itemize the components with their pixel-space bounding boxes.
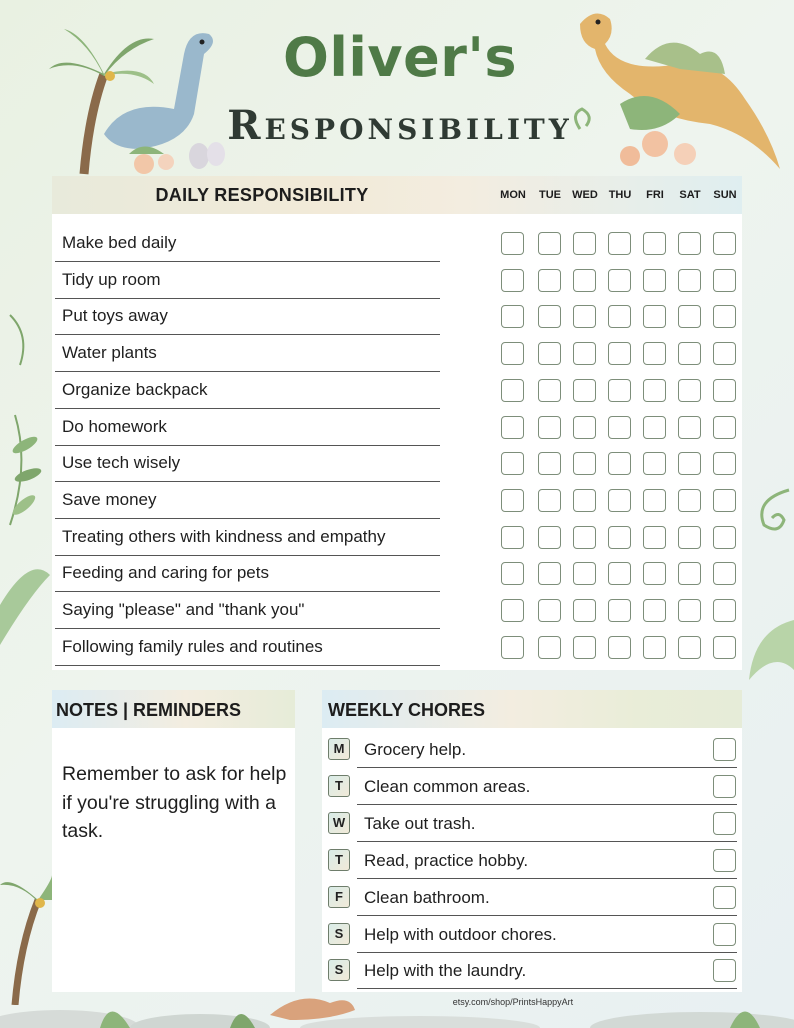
chore-label: Clean bathroom. xyxy=(364,887,490,907)
weekly-chores-header xyxy=(322,690,742,728)
chore-checkbox[interactable] xyxy=(713,849,736,872)
chore-checkbox[interactable] xyxy=(713,738,736,761)
checkbox-thu[interactable] xyxy=(608,416,631,439)
chore-label: Clean common areas. xyxy=(364,776,531,796)
checkbox-fri[interactable] xyxy=(643,489,666,512)
task-row xyxy=(55,225,440,262)
chore-day-badge: W xyxy=(328,812,350,834)
task-row xyxy=(55,519,440,556)
checkbox-thu[interactable] xyxy=(608,636,631,659)
notes-reminder-text: Remember to ask for help if you're struggling with a task. xyxy=(62,763,287,842)
checkbox-thu[interactable] xyxy=(608,379,631,402)
checkbox-tue[interactable] xyxy=(538,636,561,659)
checkbox-fri[interactable] xyxy=(643,636,666,659)
checkbox-tue[interactable] xyxy=(538,452,561,475)
task-row xyxy=(55,335,440,372)
checkbox-sat[interactable] xyxy=(678,452,701,475)
day-label-sun: SUN xyxy=(713,189,737,201)
checkbox-wed[interactable] xyxy=(573,269,596,292)
checkbox-mon[interactable] xyxy=(501,305,524,328)
checkbox-tue[interactable] xyxy=(538,416,561,439)
checkbox-fri[interactable] xyxy=(643,416,666,439)
checkbox-tue[interactable] xyxy=(538,269,561,292)
task-row xyxy=(55,298,440,335)
day-label-sat: SAT xyxy=(679,189,701,201)
checkbox-thu[interactable] xyxy=(608,342,631,365)
chore-row xyxy=(357,952,737,989)
checkbox-thu[interactable] xyxy=(608,599,631,622)
chore-day-badge: S xyxy=(328,923,350,945)
checkbox-wed[interactable] xyxy=(573,489,596,512)
checkbox-mon[interactable] xyxy=(501,562,524,585)
checkbox-fri[interactable] xyxy=(643,599,666,622)
day-label-mon: MON xyxy=(500,189,526,201)
chore-checkbox[interactable] xyxy=(713,959,736,982)
checkbox-thu[interactable] xyxy=(608,452,631,475)
day-label-thu: THU xyxy=(608,189,632,201)
task-row xyxy=(55,482,440,519)
task-row xyxy=(55,372,440,409)
checkbox-wed[interactable] xyxy=(573,416,596,439)
chore-row xyxy=(357,842,737,879)
checkbox-tue[interactable] xyxy=(538,599,561,622)
checkbox-wed[interactable] xyxy=(573,526,596,549)
task-label: Do homework xyxy=(62,416,167,436)
day-label-tue: TUE xyxy=(539,189,561,201)
checkbox-sat[interactable] xyxy=(678,636,701,659)
checkbox-wed[interactable] xyxy=(573,452,596,475)
chore-day-badge: T xyxy=(328,849,350,871)
chore-label: Grocery help. xyxy=(364,740,467,759)
checkbox-mon[interactable] xyxy=(501,489,524,512)
task-row xyxy=(55,629,440,666)
chore-day-badge: S xyxy=(328,959,350,981)
checkbox-sun[interactable] xyxy=(713,526,736,549)
checkbox-fri[interactable] xyxy=(643,379,666,402)
task-label: Tidy up room xyxy=(62,269,161,289)
checkbox-sun[interactable] xyxy=(713,489,736,512)
checkbox-sun[interactable] xyxy=(713,599,736,622)
task-row xyxy=(55,262,440,299)
checkbox-tue[interactable] xyxy=(538,232,561,255)
task-row xyxy=(55,592,440,629)
day-label-fri: FRI xyxy=(646,189,664,201)
chore-checkbox[interactable] xyxy=(713,775,736,798)
checkbox-wed[interactable] xyxy=(573,599,596,622)
chore-row xyxy=(357,916,737,953)
page-title: Oliver's xyxy=(282,26,518,89)
checkbox-thu[interactable] xyxy=(608,562,631,585)
chore-label: Take out trash. xyxy=(364,813,476,833)
task-label: Saying "please" and "thank you" xyxy=(62,600,305,619)
checkbox-mon[interactable] xyxy=(501,379,524,402)
checkbox-tue[interactable] xyxy=(538,305,561,328)
checkbox-tue[interactable] xyxy=(538,379,561,402)
checkbox-sat[interactable] xyxy=(678,232,701,255)
checkbox-mon[interactable] xyxy=(501,452,524,475)
checkbox-thu[interactable] xyxy=(608,305,631,328)
task-row xyxy=(55,555,440,592)
checkbox-wed[interactable] xyxy=(573,636,596,659)
chore-row xyxy=(357,879,737,916)
checkbox-fri[interactable] xyxy=(643,342,666,365)
palm-tree-illustration xyxy=(0,855,52,1005)
chore-row xyxy=(357,731,737,768)
checkbox-mon[interactable] xyxy=(501,416,524,439)
checkbox-fri[interactable] xyxy=(643,305,666,328)
chore-label: Help with the laundry. xyxy=(364,961,527,981)
checkbox-sun[interactable] xyxy=(713,562,736,585)
checkbox-thu[interactable] xyxy=(608,232,631,255)
checkbox-tue[interactable] xyxy=(538,489,561,512)
weekly-chores-title: WEEKLY CHORES xyxy=(328,700,486,720)
checkbox-wed[interactable] xyxy=(573,379,596,402)
checkbox-mon[interactable] xyxy=(501,269,524,292)
chore-label: Read, practice hobby. xyxy=(364,850,529,870)
checkbox-thu[interactable] xyxy=(608,269,631,292)
checkbox-sun[interactable] xyxy=(713,269,736,292)
chore-checkbox[interactable] xyxy=(713,923,736,946)
checkbox-mon[interactable] xyxy=(501,599,524,622)
checkbox-tue[interactable] xyxy=(538,526,561,549)
checkbox-thu[interactable] xyxy=(608,489,631,512)
left-fern-illustration xyxy=(0,305,52,675)
chore-checkbox[interactable] xyxy=(713,886,736,909)
task-label: Put toys away xyxy=(62,306,168,326)
checkbox-sun[interactable] xyxy=(713,636,736,659)
checkbox-sun[interactable] xyxy=(713,416,736,439)
checkbox-wed[interactable] xyxy=(573,562,596,585)
chore-day-badge: M xyxy=(328,738,350,760)
chore-checkbox[interactable] xyxy=(713,812,736,835)
right-fern-illustration xyxy=(744,480,794,710)
checkbox-fri[interactable] xyxy=(643,232,666,255)
task-label: Water plants xyxy=(62,343,157,363)
checkbox-fri[interactable] xyxy=(643,526,666,549)
checkbox-sun[interactable] xyxy=(713,305,736,328)
footer-credit-text: etsy.com/shop/PrintsHappyArt xyxy=(452,997,574,1007)
checkbox-tue[interactable] xyxy=(538,562,561,585)
chore-row xyxy=(357,768,737,805)
checkbox-fri[interactable] xyxy=(643,269,666,292)
daily-responsibility-header xyxy=(52,176,742,214)
checkbox-sun[interactable] xyxy=(713,232,736,255)
task-row xyxy=(55,445,440,482)
task-label: Following family rules and routines xyxy=(62,636,323,656)
checkbox-fri[interactable] xyxy=(643,562,666,585)
checkbox-sat[interactable] xyxy=(678,416,701,439)
checkbox-mon[interactable] xyxy=(501,232,524,255)
chore-day-badge: T xyxy=(328,775,350,797)
footer-credit xyxy=(0,997,794,1007)
chore-label: Help with outdoor chores. xyxy=(364,924,557,944)
checkbox-sat[interactable] xyxy=(678,342,701,365)
task-label: Make bed daily xyxy=(62,233,177,252)
checkbox-sun[interactable] xyxy=(713,379,736,402)
chore-row xyxy=(357,805,737,842)
checkbox-sat[interactable] xyxy=(678,379,701,402)
notes-header xyxy=(52,690,295,728)
checkbox-sat[interactable] xyxy=(678,599,701,622)
checkbox-mon[interactable] xyxy=(501,636,524,659)
checkbox-sat[interactable] xyxy=(678,489,701,512)
day-label-wed: WED xyxy=(572,189,598,201)
checkbox-wed[interactable] xyxy=(573,232,596,255)
checkbox-thu[interactable] xyxy=(608,526,631,549)
chore-day-badge: F xyxy=(328,886,350,908)
task-label: Use tech wisely xyxy=(62,453,181,473)
checkbox-sun[interactable] xyxy=(713,342,736,365)
daily-responsibility-title: DAILY RESPONSIBILITY xyxy=(155,185,369,205)
checkbox-sat[interactable] xyxy=(678,305,701,328)
task-label: Feeding and caring for pets xyxy=(62,563,269,583)
checkbox-sat[interactable] xyxy=(678,269,701,292)
task-label: Save money xyxy=(62,489,157,509)
checkbox-wed[interactable] xyxy=(573,342,596,365)
task-row xyxy=(55,409,440,446)
checkbox-sat[interactable] xyxy=(678,526,701,549)
checkbox-wed[interactable] xyxy=(573,305,596,328)
checkbox-sun[interactable] xyxy=(713,452,736,475)
task-label: Organize backpack xyxy=(62,379,208,399)
checkbox-mon[interactable] xyxy=(501,342,524,365)
task-label: Treating others with kindness and empathy xyxy=(62,526,386,546)
checkbox-mon[interactable] xyxy=(501,526,524,549)
checkbox-fri[interactable] xyxy=(643,452,666,475)
checkbox-tue[interactable] xyxy=(538,342,561,365)
checkbox-sat[interactable] xyxy=(678,562,701,585)
page-subtitle: Responsibility xyxy=(227,102,573,149)
notes-title: NOTES | REMINDERS xyxy=(56,700,242,720)
